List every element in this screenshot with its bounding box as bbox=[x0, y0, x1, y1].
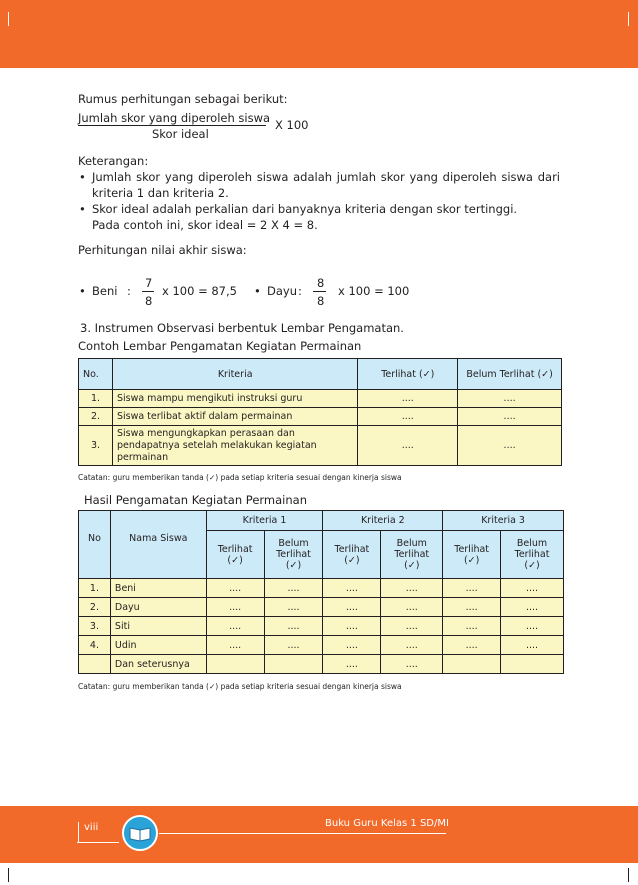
cell-value: .... bbox=[206, 617, 264, 636]
cell-terlihat: .... bbox=[358, 390, 458, 408]
cell-value: .... bbox=[381, 655, 443, 674]
table-row bbox=[79, 636, 564, 655]
notes-item2-line1: Skor ideal adalah perkalian dari banyaknya kriteria dengan skor tertinggi. bbox=[92, 202, 518, 216]
calc-beni-name: Beni bbox=[92, 284, 118, 298]
subheader-belum bbox=[501, 531, 564, 579]
notes-item1-line2: kriteria 1 dan kriteria 2. bbox=[92, 186, 229, 200]
formula-denominator: Skor ideal bbox=[152, 127, 209, 141]
subheader-label: Belum bbox=[516, 538, 548, 549]
subheader-terlihat bbox=[206, 531, 264, 579]
formula-intro: Rumus perhitungan sebagai berikut: bbox=[78, 92, 288, 106]
cell-value: .... bbox=[381, 598, 443, 617]
calc-beni-colon: : bbox=[127, 284, 131, 298]
cell-value: .... bbox=[381, 579, 443, 598]
cell-value bbox=[206, 655, 264, 674]
calc-dayu-numerator: 8 bbox=[317, 276, 325, 290]
cell-value: .... bbox=[501, 617, 564, 636]
cell-value: .... bbox=[501, 598, 564, 617]
cell-value: .... bbox=[264, 636, 323, 655]
subheader-label: Terlihat bbox=[454, 543, 490, 555]
cell-value: .... bbox=[443, 636, 501, 655]
section3-title: 3. Instrumen Observasi berbentuk Lembar Pengamatan. bbox=[80, 321, 404, 335]
calc-dayu-result: x 100 = 100 bbox=[338, 284, 410, 298]
subheader-label: Terlihat bbox=[334, 543, 370, 555]
calc-beni-denominator: 8 bbox=[145, 294, 153, 308]
crop-mark bbox=[8, 12, 9, 26]
cell-no: 2. bbox=[79, 408, 113, 426]
book-title: Buku Guru Kelas 1 SD/MI bbox=[325, 818, 449, 829]
cell-no: 4. bbox=[79, 636, 111, 655]
calc-dayu-denominator: 8 bbox=[317, 294, 325, 308]
bullet-icon: • bbox=[79, 284, 86, 298]
header-kriteria-1: Kriteria 1 bbox=[206, 511, 323, 531]
book-logo-icon bbox=[122, 815, 158, 851]
cell-name: Dan seterusnya bbox=[110, 655, 206, 674]
crop-mark bbox=[628, 12, 629, 26]
cell-value: .... bbox=[323, 617, 381, 636]
cell-value: .... bbox=[206, 598, 264, 617]
cell-kriteria: Siswa terlibat aktif dalam permainan bbox=[112, 408, 357, 426]
check-icon: (✓) bbox=[404, 560, 420, 571]
table-row bbox=[79, 598, 564, 617]
cell-terlihat: .... bbox=[358, 426, 458, 466]
calc-beni-numerator: 7 bbox=[145, 276, 153, 290]
cell-no bbox=[79, 655, 111, 674]
header-no: No bbox=[79, 511, 111, 579]
table2-title: Hasil Pengamatan Kegiatan Permainan bbox=[84, 493, 307, 507]
open-book-icon bbox=[124, 817, 156, 849]
subheader-label: Terlihat bbox=[394, 549, 430, 560]
cell-value bbox=[264, 655, 323, 674]
header-kriteria-3: Kriteria 3 bbox=[443, 511, 564, 531]
notes-item1-line1: Jumlah skor yang diperoleh siswa adalah jumlah skor yang diperoleh siswa dari bbox=[92, 170, 560, 184]
cell-value: .... bbox=[443, 598, 501, 617]
table-row bbox=[79, 655, 564, 674]
table-row bbox=[79, 408, 562, 426]
table-header-row bbox=[79, 359, 562, 390]
check-icon: (✓) bbox=[285, 560, 302, 571]
cell-value: .... bbox=[501, 636, 564, 655]
cell-no: 1. bbox=[79, 579, 111, 598]
check-icon: (✓) bbox=[227, 554, 243, 566]
notes-heading: Keterangan: bbox=[78, 154, 149, 168]
header-kriteria-2: Kriteria 2 bbox=[323, 511, 443, 531]
page-number-bracket bbox=[78, 822, 79, 842]
results-table bbox=[78, 510, 564, 674]
subheader-label: Terlihat bbox=[217, 543, 253, 555]
subheader-terlihat bbox=[323, 531, 381, 579]
subheader-label: Terlihat bbox=[514, 549, 550, 560]
subheader-belum bbox=[381, 531, 443, 579]
cell-name: Beni bbox=[110, 579, 206, 598]
formula-fraction-line bbox=[78, 125, 266, 126]
bullet-icon: • bbox=[79, 170, 86, 184]
cell-value: .... bbox=[264, 617, 323, 636]
table-row bbox=[79, 390, 562, 408]
subheader-label: Belum bbox=[278, 538, 309, 549]
header-belum-terlihat: Belum Terlihat (✓) bbox=[458, 359, 562, 390]
observation-table bbox=[78, 358, 562, 466]
formula-multiplier: X 100 bbox=[275, 118, 309, 132]
cell-no: 1. bbox=[79, 390, 113, 408]
calc-beni-result: x 100 = 87,5 bbox=[162, 284, 237, 298]
bullet-icon: • bbox=[79, 202, 86, 216]
table-row bbox=[79, 579, 564, 598]
top-orange-band bbox=[0, 0, 638, 68]
calc-heading: Perhitungan nilai akhir siswa: bbox=[78, 243, 247, 257]
cell-value: .... bbox=[264, 598, 323, 617]
cell-belum: .... bbox=[458, 390, 562, 408]
table-row bbox=[79, 617, 564, 636]
footer-rule bbox=[159, 833, 446, 834]
bottom-orange-band bbox=[0, 806, 638, 863]
cell-value bbox=[501, 655, 564, 674]
calc-dayu-colon: : bbox=[298, 284, 302, 298]
calc-beni-fraction-line bbox=[142, 291, 154, 292]
header-no: No. bbox=[79, 359, 113, 390]
table-row bbox=[79, 426, 562, 466]
cell-no: 3. bbox=[79, 426, 113, 466]
cell-value: .... bbox=[323, 636, 381, 655]
cell-value: .... bbox=[501, 579, 564, 598]
subheader-label: Belum bbox=[396, 538, 427, 549]
cell-value: .... bbox=[323, 598, 381, 617]
cell-belum: .... bbox=[458, 408, 562, 426]
cell-value: .... bbox=[443, 617, 501, 636]
header-terlihat: Terlihat (✓) bbox=[358, 359, 458, 390]
cell-no: 2. bbox=[79, 598, 111, 617]
calc-dayu-fraction-line bbox=[313, 291, 326, 292]
table1-note: Catatan: guru memberikan tanda (✓) pada setiap kriteria sesuai dengan kinerja siswa bbox=[78, 473, 402, 482]
page-number: viii bbox=[84, 822, 99, 833]
formula-numerator: Jumlah skor yang diperoleh siswa bbox=[78, 111, 271, 125]
subheader-belum bbox=[264, 531, 323, 579]
cell-value: .... bbox=[381, 617, 443, 636]
page-number-underline bbox=[77, 842, 119, 843]
cell-kriteria: Siswa mampu mengikuti instruksi guru bbox=[112, 390, 357, 408]
crop-mark bbox=[628, 868, 629, 882]
cell-value: .... bbox=[323, 655, 381, 674]
section3-subtitle: Contoh Lembar Pengamatan Kegiatan Permainan bbox=[78, 339, 362, 353]
cell-value bbox=[443, 655, 501, 674]
check-icon: (✓) bbox=[463, 554, 480, 566]
cell-value: .... bbox=[206, 636, 264, 655]
cell-value: .... bbox=[323, 579, 381, 598]
check-icon: (✓) bbox=[524, 560, 540, 571]
calc-dayu-name: Dayu bbox=[267, 284, 297, 298]
check-icon: (✓) bbox=[344, 554, 360, 566]
table2-note: Catatan: guru memberikan tanda (✓) pada setiap kriteria sesuai dengan kinerja siswa bbox=[78, 682, 402, 691]
cell-value: .... bbox=[443, 579, 501, 598]
bullet-icon: • bbox=[254, 284, 261, 298]
crop-mark bbox=[8, 868, 9, 882]
cell-value: .... bbox=[381, 636, 443, 655]
subheader-terlihat bbox=[443, 531, 501, 579]
cell-belum: .... bbox=[458, 426, 562, 466]
cell-value: .... bbox=[206, 579, 264, 598]
header-kriteria: Kriteria bbox=[112, 359, 357, 390]
header-nama-siswa: Nama Siswa bbox=[110, 511, 206, 579]
subheader-label: Terlihat bbox=[276, 549, 311, 560]
cell-terlihat: .... bbox=[358, 408, 458, 426]
cell-value: .... bbox=[264, 579, 323, 598]
cell-kriteria: Siswa mengungkapkan perasaan dan pendapatnya setelah melakukan kegiatan permainan bbox=[112, 426, 357, 466]
cell-name: Siti bbox=[110, 617, 206, 636]
cell-name: Udin bbox=[110, 636, 206, 655]
notes-item2-line2: Pada contoh ini, skor ideal = 2 X 4 = 8. bbox=[92, 218, 318, 232]
cell-no: 3. bbox=[79, 617, 111, 636]
cell-name: Dayu bbox=[110, 598, 206, 617]
table-header-row bbox=[79, 511, 564, 531]
